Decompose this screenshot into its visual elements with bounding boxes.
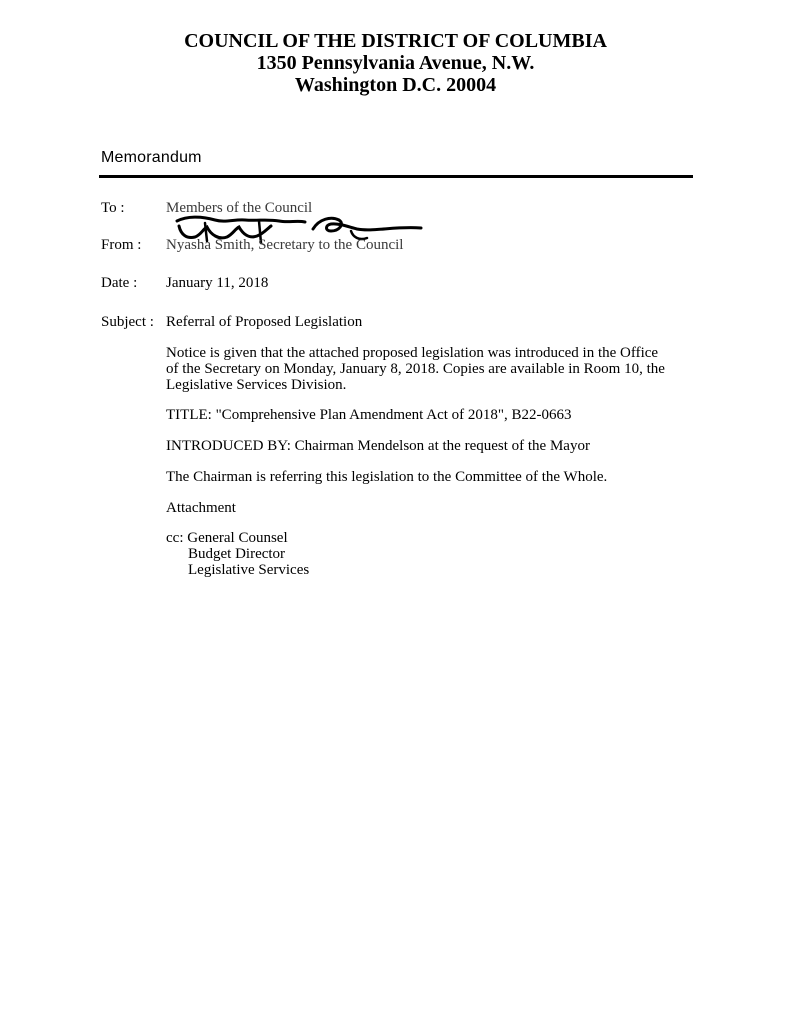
letterhead — [0, 30, 791, 96]
memo-title: Memorandum — [101, 149, 202, 166]
notice-paragraph — [166, 345, 666, 393]
letterhead-city: Washington D.C. 20004 — [294, 74, 497, 96]
cc-list — [166, 530, 666, 578]
cc-line: Budget Director — [188, 546, 286, 562]
to-label: To : — [101, 200, 125, 216]
referral-statement: The Chairman is referring this legislation to the Committee of the Whole. — [166, 469, 608, 485]
from-value: Nyasha Smith, Secretary to the Council — [166, 237, 404, 253]
date-value: January 11, 2018 — [166, 275, 269, 291]
attachment-note: Attachment — [166, 500, 236, 516]
letterhead-organization: COUNCIL OF THE DISTRICT OF COLUMBIA — [184, 30, 607, 52]
cc-line: Legislative Services — [188, 562, 310, 578]
letterhead-street: 1350 Pennsylvania Avenue, N.W. — [256, 52, 535, 74]
notice-line: of the Secretary on Monday, January 8, 2018. Copies are available in Room 10, the — [166, 361, 665, 377]
notice-line: Legislative Services Division. — [166, 377, 347, 393]
notice-line: Notice is given that the attached proposed legislation was introduced in the Office — [166, 345, 659, 361]
introduced-by: INTRODUCED BY: Chairman Mendelson at the request of the Mayor — [166, 438, 590, 454]
date-label: Date : — [101, 275, 138, 291]
memo-divider — [99, 175, 693, 178]
from-label: From : — [101, 237, 142, 253]
subject-value: Referral of Proposed Legislation — [166, 314, 363, 330]
to-value: Members of the Council — [166, 200, 313, 216]
cc-line: cc: General Counsel — [166, 530, 288, 546]
subject-label: Subject : — [101, 314, 154, 330]
legislation-title: TITLE: "Comprehensive Plan Amendment Act of 2018", B22-0663 — [166, 407, 572, 423]
